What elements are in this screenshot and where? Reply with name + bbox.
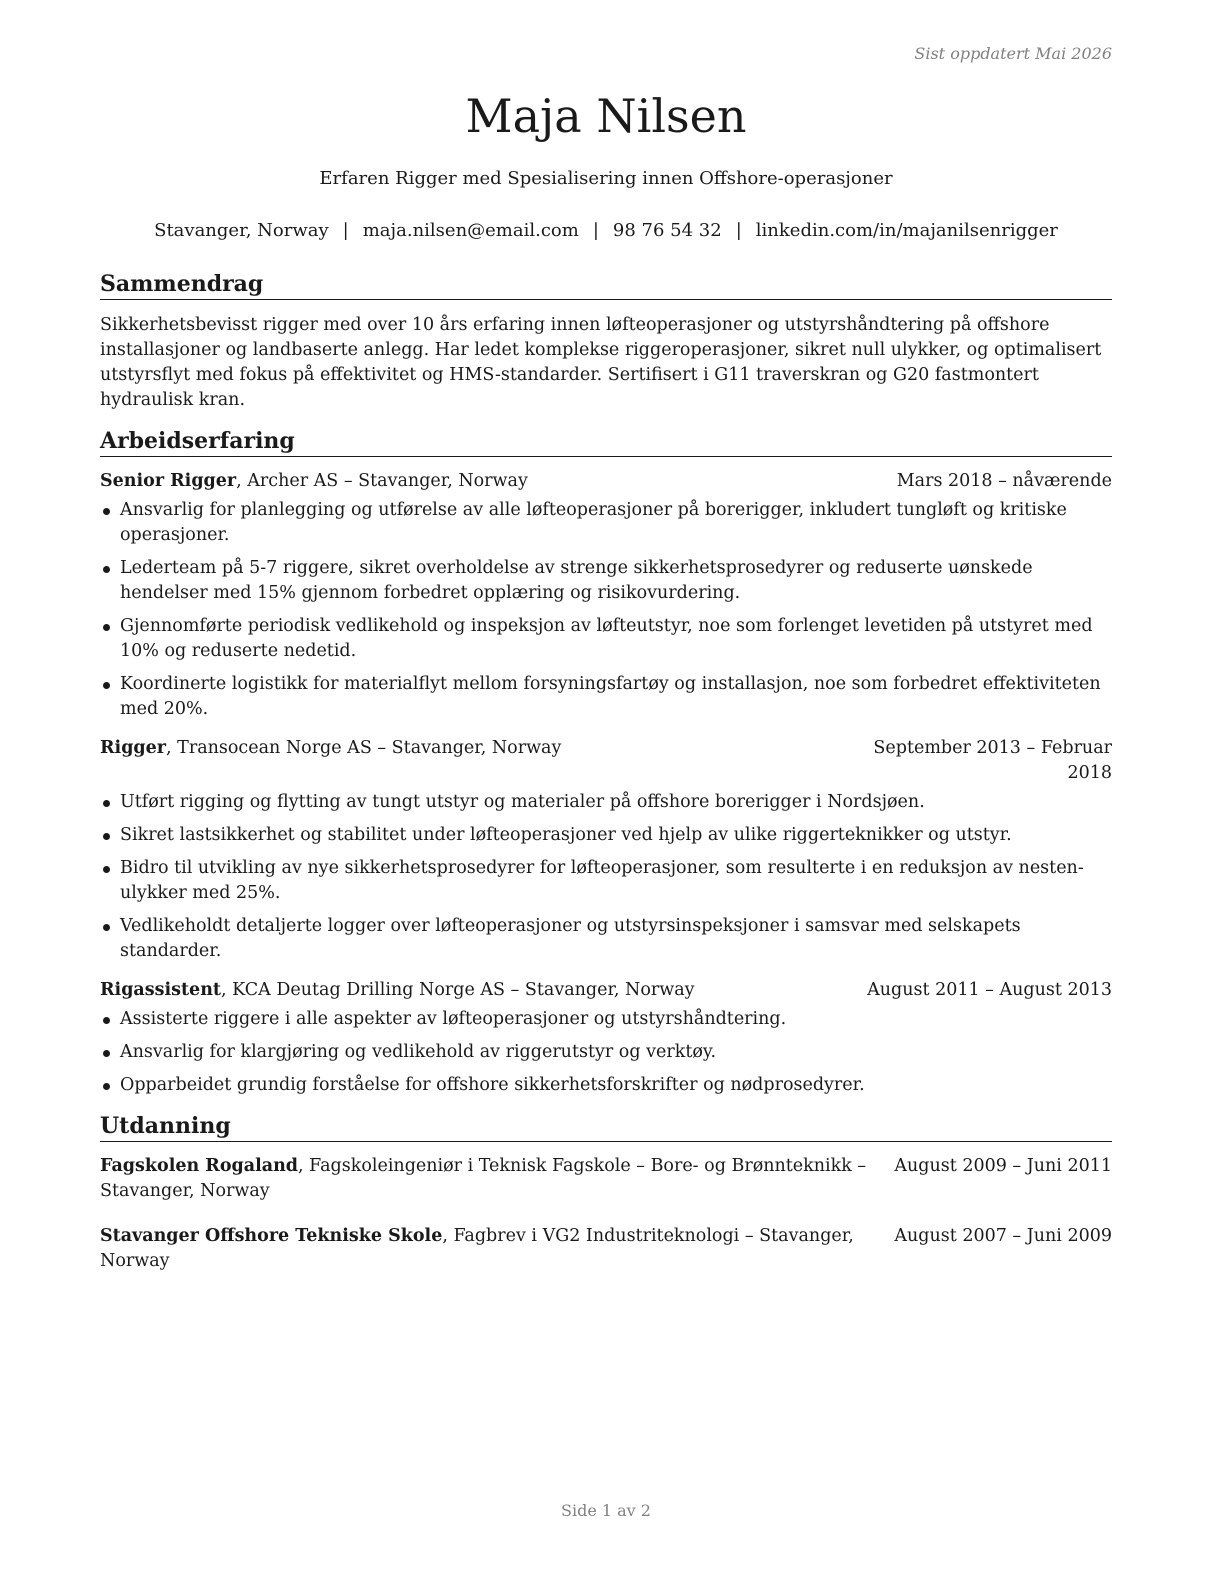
job-title-line — [100, 978, 867, 1003]
bullet-item — [100, 1007, 1112, 1032]
job-title-line — [100, 469, 897, 494]
job-org: , Transocean Norge AS – Stavanger, Norway — [166, 738, 562, 758]
bullet-text: Koordinerte logistikk for materialflyt mellom forsyningsfartøy og installasjon, noe som forbedret effektiviteten med 20%. — [120, 674, 1101, 719]
job-entry — [100, 978, 1112, 1098]
bullet-dot-icon — [103, 566, 110, 573]
job-org: , KCA Deutag Drilling Norge AS – Stavanger, Norway — [221, 980, 695, 1000]
page-number: Side 1 av 2 — [561, 1501, 651, 1520]
contact-separator: | — [342, 220, 349, 241]
contact-separator: | — [592, 220, 599, 241]
bullet-text: Ansvarlig for klargjøring og vedlikehold av riggerutstyr og verktøy. — [120, 1042, 717, 1062]
contact-phone: 98 76 54 32 — [612, 220, 722, 241]
section-title-education: Utdanning — [100, 1112, 1112, 1142]
bullet-text: Ansvarlig for planlegging og utførelse av alle løfteoperasjoner på borerigger, inkludert tungløft og kritiske operasjoner. — [120, 500, 1067, 545]
bullet-item — [100, 672, 1112, 722]
bullet-dot-icon — [103, 866, 110, 873]
resume-content — [100, 270, 1112, 1294]
job-role: Rigger — [100, 738, 167, 758]
bullet-text: Bidro til utvikling av nye sikkerhetsprosedyrer for løfteoperasjoner, som resulterte i en reduksjon av nesten-ulykker med 25%. — [120, 858, 1084, 903]
bullet-text: Lederteam på 5-7 riggere, sikret overholdelse av strenge sikkerhetsprosedyrer og reduserte uønskede hendelser med 15% gjennom forbedret opplæring og risikovurdering. — [120, 558, 1033, 603]
education-entry — [100, 1154, 1112, 1204]
job-bullets — [100, 790, 1112, 964]
education-dates: August 2007 – Juni 2009 — [894, 1226, 1112, 1246]
job-header — [100, 978, 1112, 1003]
job-dates: Mars 2018 – nåværende — [896, 471, 1112, 491]
school-name: Stavanger Offshore Tekniske Skole — [100, 1226, 443, 1246]
bullet-item — [100, 614, 1112, 664]
education-entry — [100, 1224, 1112, 1274]
contact-linkedin[interactable]: linkedin.com/in/majanilsenrigger — [755, 220, 1058, 241]
job-org: , Archer AS – Stavanger, Norway — [236, 471, 528, 491]
job-entry — [100, 469, 1112, 722]
job-entry — [100, 736, 1112, 964]
section-title-experience: Arbeidserfaring — [100, 427, 1112, 457]
contact-location: Stavanger, Norway — [154, 220, 329, 241]
section-title-summary: Sammendrag — [100, 270, 1112, 300]
job-title-line — [100, 736, 872, 761]
bullet-item — [100, 914, 1112, 964]
summary-section — [100, 270, 1112, 413]
job-header — [100, 736, 1112, 786]
job-bullets — [100, 498, 1112, 722]
education-detail: , Fagbrev i VG2 Industriteknologi – Stavanger, Norway — [100, 1226, 854, 1271]
last-updated-text: Sist oppdatert Mai 2026 — [914, 44, 1112, 63]
education-dates: August 2009 – Juni 2011 — [894, 1156, 1112, 1176]
bullet-item — [100, 556, 1112, 606]
education-title-line — [100, 1154, 894, 1204]
bullet-item — [100, 790, 1112, 815]
contact-separator: | — [735, 220, 742, 241]
job-bullets — [100, 1007, 1112, 1098]
bullet-text: Vedlikeholdt detaljerte logger over løfteoperasjoner og utstyrsinspeksjoner i samsvar med selskapets standarder. — [120, 916, 1021, 961]
education-header — [100, 1154, 1112, 1204]
bullet-dot-icon — [103, 1083, 110, 1090]
education-section — [100, 1112, 1112, 1274]
bullet-dot-icon — [103, 508, 110, 515]
bullet-dot-icon — [103, 924, 110, 931]
education-detail: , Fagskoleingeniør i Teknisk Fagskole – Bore- og Brønnteknikk – Stavanger, Norway — [100, 1156, 867, 1201]
bullet-item — [100, 823, 1112, 848]
bullet-item — [100, 498, 1112, 548]
summary-text: Sikkerhetsbevisst rigger med over 10 års erfaring innen løfteoperasjoner og utstyrshåndtering på offshore installasjoner og landbaserte anlegg. Har ledet komplekse riggeroperasjoner, sikret null ulykker, og optimalisert utstyrsflyt med fokus på effektivitet og HMS-standarder. Sertifisert i G11 traverskran og G20 fastmontert hydraulisk kran. — [100, 315, 1102, 410]
contact-line — [100, 219, 1112, 243]
bullet-text: Gjennomførte periodisk vedlikehold og inspeksjon av løfteutstyr, noe som forlenget levetiden på utstyret med 10% og reduserte nedetid. — [120, 616, 1093, 661]
bullet-dot-icon — [103, 833, 110, 840]
bullet-dot-icon — [103, 624, 110, 631]
candidate-name: Maja Nilsen — [465, 89, 747, 143]
job-header — [100, 469, 1112, 494]
bullet-text: Utført rigging og flytting av tungt utstyr og materialer på offshore borerigger i Nordsjøen. — [120, 792, 925, 812]
bullet-text: Opparbeidet grundig forståelse for offshore sikkerhetsforskrifter og nødprosedyrer. — [120, 1075, 865, 1095]
bullet-dot-icon — [103, 682, 110, 689]
bullet-dot-icon — [103, 1050, 110, 1057]
job-role: Senior Rigger — [100, 471, 237, 491]
experience-section — [100, 427, 1112, 1098]
bullet-text: Sikret lastsikkerhet og stabilitet under løfteoperasjoner ved hjelp av ulike riggerteknikker og utstyr. — [120, 825, 1012, 845]
job-role: Rigassistent — [100, 980, 221, 1000]
candidate-tagline: Erfaren Rigger med Spesialisering innen Offshore-operasjoner — [319, 168, 893, 189]
job-dates: August 2011 – August 2013 — [867, 980, 1112, 1000]
bullet-dot-icon — [103, 1017, 110, 1024]
bullet-item — [100, 1073, 1112, 1098]
bullet-dot-icon — [103, 800, 110, 807]
bullet-item — [100, 1040, 1112, 1065]
education-header — [100, 1224, 1112, 1274]
school-name: Fagskolen Rogaland — [100, 1156, 299, 1176]
education-title-line — [100, 1224, 894, 1274]
resume-page — [100, 0, 1112, 1584]
bullet-item — [100, 856, 1112, 906]
job-dates: September 2013 – Februar 2018 — [873, 738, 1112, 783]
bullet-text: Assisterte riggere i alle aspekter av løfteoperasjoner og utstyrshåndtering. — [120, 1009, 787, 1029]
contact-email[interactable]: maja.nilsen@email.com — [362, 220, 579, 241]
